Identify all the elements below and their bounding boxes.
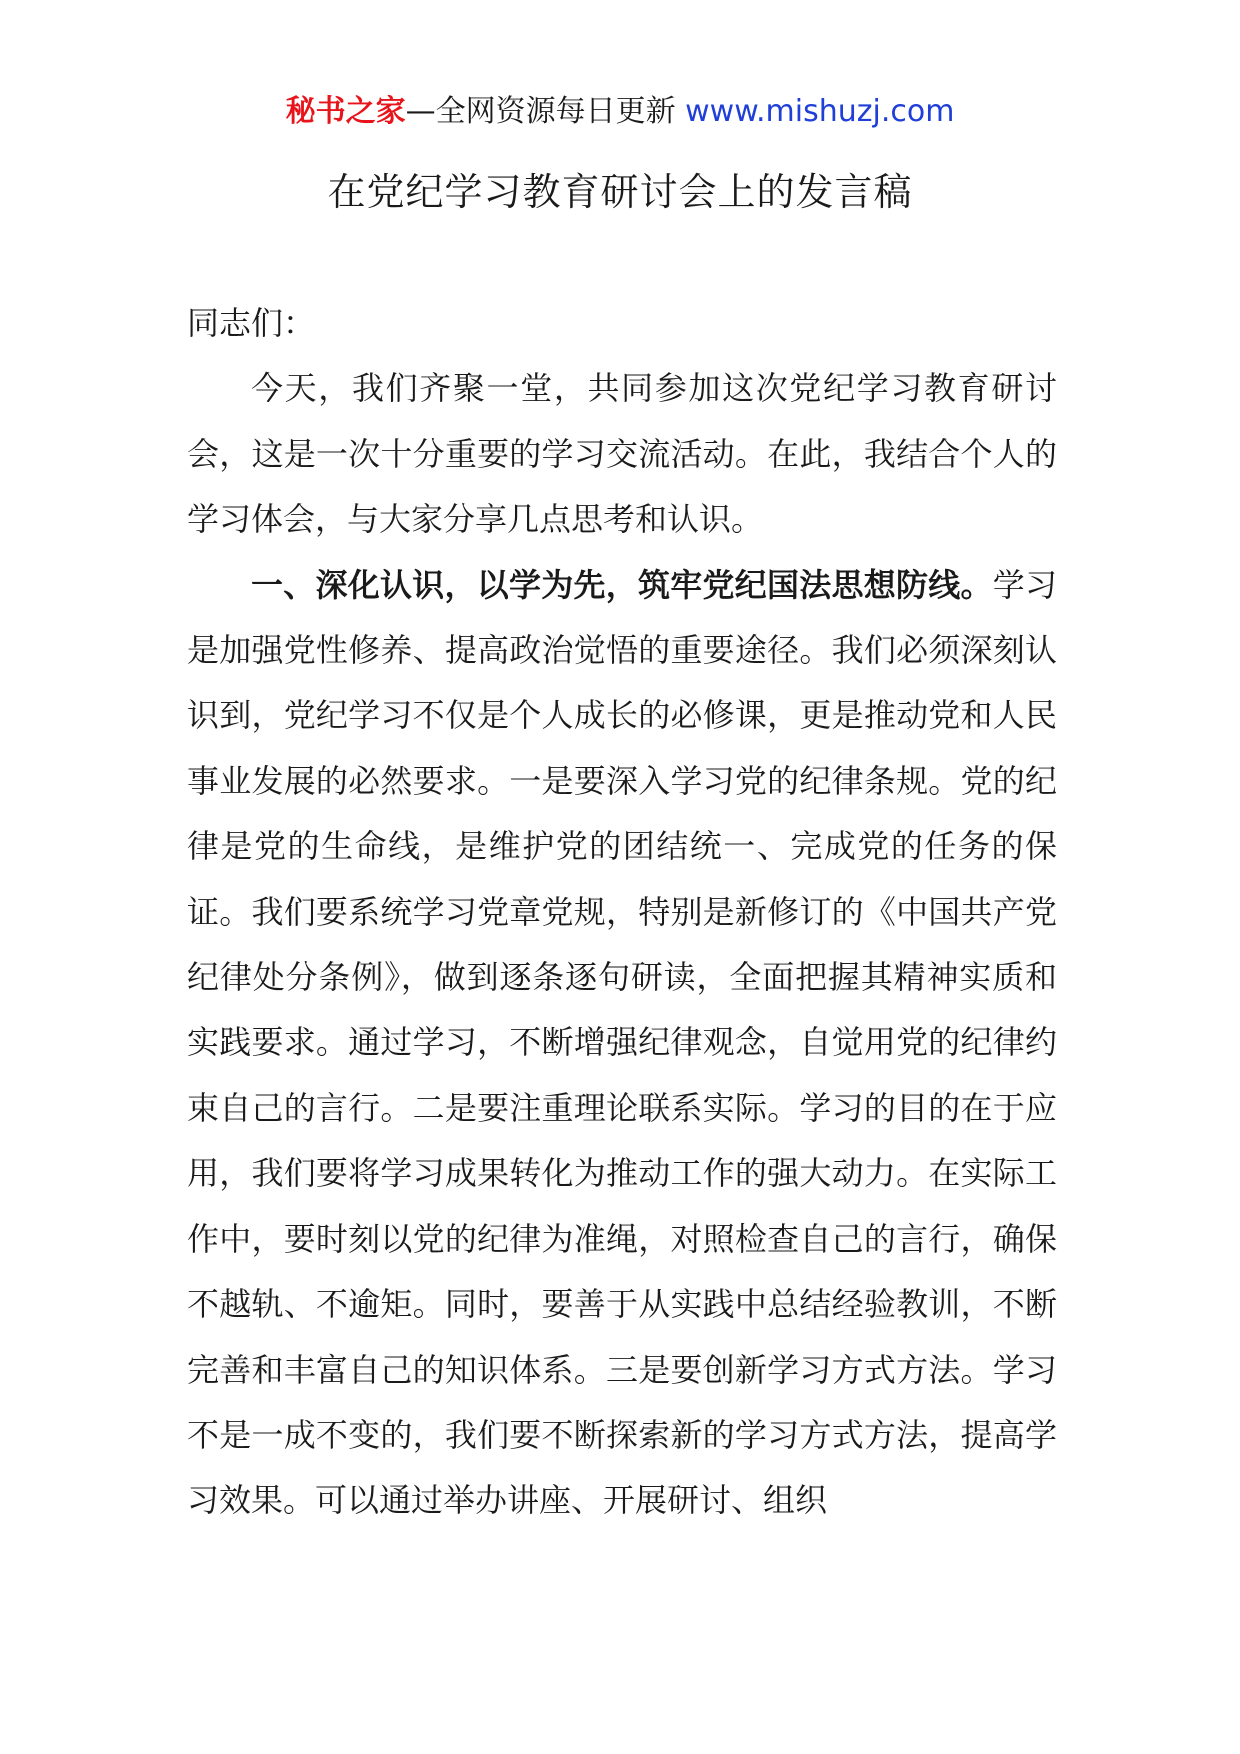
intro-paragraph: 今天，我们齐聚一堂，共同参加这次党纪学习教育研讨会，这是一次十分重要的学习交流活动。在此，我结合个人的学习体会，与大家分享几点思考和认识。 xyxy=(187,369,1057,539)
salutation: 同志们： xyxy=(187,304,316,342)
site-tagline: —全网资源每日更新 xyxy=(405,94,676,129)
site-brand-name: 秘书之家 xyxy=(285,94,406,129)
document-body xyxy=(187,291,1057,1534)
section-one-heading: 一、深化认识，以学为先，筑牢党纪国法思想防线。 xyxy=(251,565,993,604)
document-title: 在党纪学习教育研讨会上的发言稿 xyxy=(327,170,913,214)
site-url-link[interactable]: www.mishuzj.com xyxy=(685,94,955,129)
site-banner xyxy=(0,92,1240,132)
section-one-body: 学习是加强党性修养、提高政治觉悟的重要途径。我们必须深刻认识到，党纪学习不仅是个人成长的必修课，更是推动党和人民事业发展的必然要求。一是要深入学习党的纪律条规。党的纪律是党的生命线，是维护党的团结统一、完成党的任务的保证。我们要系统学习党章党规，特别是新修订的《中国共产党纪律处分条例》，做到逐条逐句研读，全面把握其精神实质和实践要求。通过学习，不断增强纪律观念，自觉用党的纪律约束自己的言行。二是要注重理论联系实际。学习的目的在于应用，我们要将学习成果转化为推动工作的强大动力。在实际工作中，要时刻以党的纪律为准绳，对照检查自己的言行，确保不越轨、不逾矩。同时，要善于从实践中总结经验教训，不断完善和丰富自己的知识体系。三是要创新学习方式方法。学习不是一成不变的，我们要不断探索新的学习方式方法，提高学习效果。可以通过举办讲座、开展研讨、组织 xyxy=(187,565,1057,1520)
section-one-paragraph xyxy=(187,553,1057,1534)
